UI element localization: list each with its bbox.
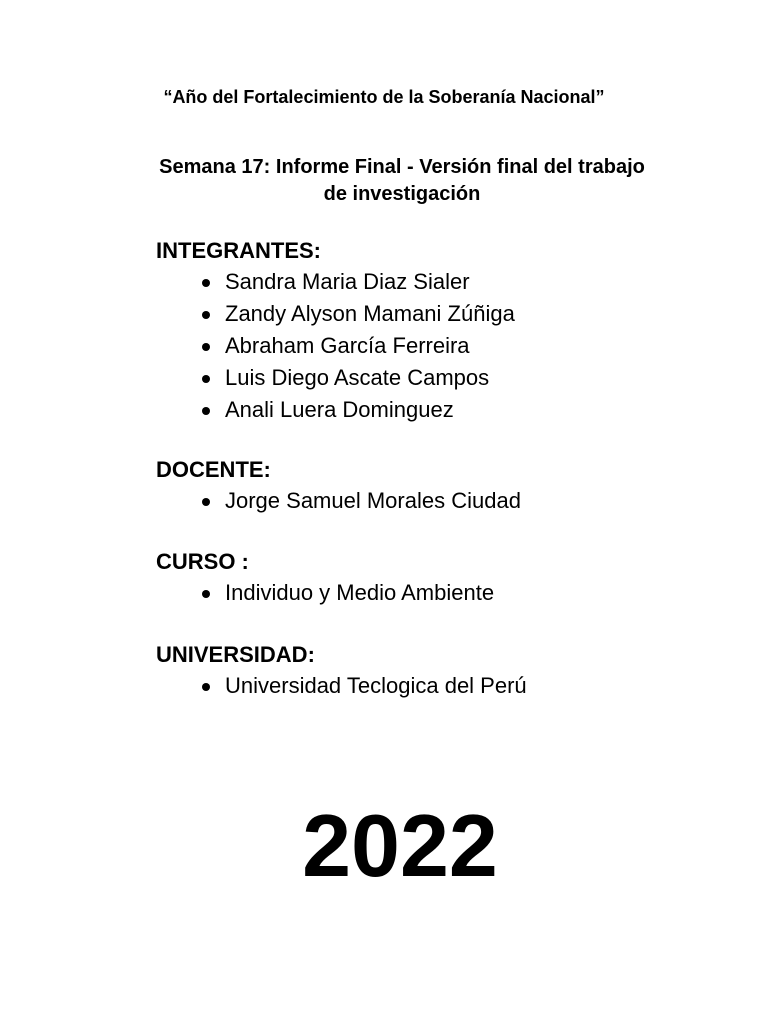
list-item	[156, 394, 716, 426]
member-name: Luis Diego Ascate Campos	[225, 365, 490, 390]
docente-heading: DOCENTE:	[156, 457, 271, 482]
universidad-name: Universidad Teclogica del Perú	[225, 673, 527, 698]
list-item	[156, 330, 716, 362]
curso-heading: CURSO :	[156, 549, 249, 574]
curso-list	[156, 577, 716, 609]
document-title-line-2: de investigación	[323, 183, 481, 205]
universidad-list	[156, 670, 716, 702]
section-universidad	[156, 640, 716, 702]
curso-name: Individuo y Medio Ambiente	[225, 580, 495, 605]
list-item	[156, 485, 716, 517]
section-curso	[156, 547, 716, 609]
document-year: 2022	[302, 796, 498, 895]
member-name: Sandra Maria Diaz Sialer	[225, 269, 470, 294]
bullet-icon	[202, 590, 210, 598]
bullet-icon	[202, 311, 210, 319]
bullet-icon	[202, 343, 210, 351]
section-integrantes	[156, 236, 716, 426]
member-name: Zandy Alyson Mamani Zúñiga	[225, 301, 515, 326]
bullet-icon	[202, 407, 210, 415]
bullet-icon	[202, 498, 210, 506]
bullet-icon	[202, 683, 210, 691]
integrantes-list	[156, 266, 716, 426]
member-name: Abraham García Ferreira	[225, 333, 470, 358]
bullet-icon	[202, 279, 210, 287]
list-item	[156, 266, 716, 298]
national-motto: “Año del Fortalecimiento de la Soberanía Nacional”	[163, 87, 605, 107]
document-title-line-1: Semana 17: Informe Final - Versión final del trabajo	[159, 156, 645, 178]
integrantes-heading: INTEGRANTES:	[156, 238, 321, 263]
list-item	[156, 362, 716, 394]
docente-list	[156, 485, 716, 517]
section-docente	[156, 455, 716, 517]
docente-name: Jorge Samuel Morales Ciudad	[225, 488, 521, 513]
document-title	[100, 154, 704, 208]
member-name: Anali Luera Dominguez	[225, 397, 454, 422]
universidad-heading: UNIVERSIDAD:	[156, 642, 315, 667]
list-item	[156, 298, 716, 330]
list-item	[156, 670, 716, 702]
list-item	[156, 577, 716, 609]
bullet-icon	[202, 375, 210, 383]
